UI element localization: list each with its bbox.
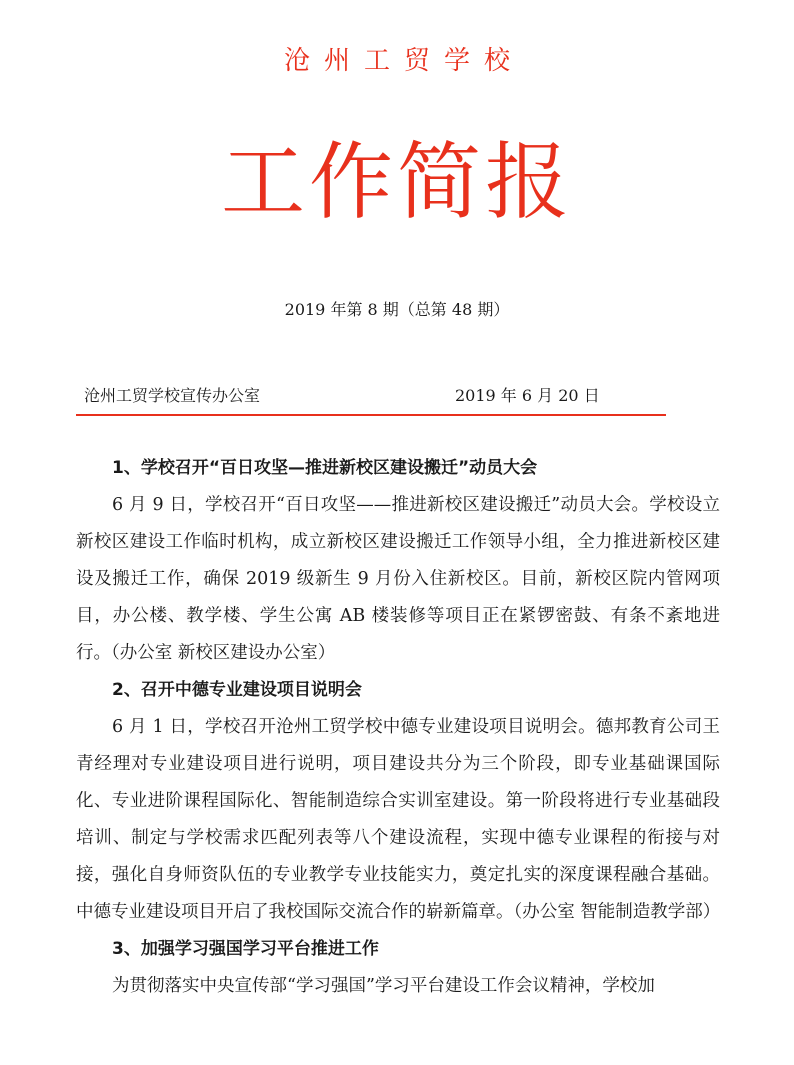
red-divider <box>76 414 666 416</box>
section-body: 6 月 1 日，学校召开沧州工贸学校中德专业建设项目说明会。德邦教育公司王青经理对专业建设项目进行说明，项目建设共分为三个阶段，即专业基础课国际化、专业进阶课程国际化、智能制造综合实训室建设。第一阶段将进行专业基础段培训、制定与学校需求匹配列表等八个建设流程，实现中德专业课程的衔接与对接，强化自身师资队伍的专业教学专业技能实力，奠定扎实的深度课程融合基础。中德专业建设项目开启了我校国际交流合作的崭新篇章。（办公室 智能制造教学部） <box>76 717 721 922</box>
issue-date: 2019 年 6 月 20 日 <box>455 386 600 405</box>
school-name: 沧州工贸学校 <box>283 46 524 76</box>
section-1 <box>76 450 720 672</box>
section-2 <box>76 672 720 931</box>
section-3 <box>76 931 720 1005</box>
issue-number: 2019 年第 8 期（总第 48 期） <box>284 300 510 319</box>
issuing-office: 沧州工贸学校宣传办公室 <box>84 386 261 405</box>
bulletin-title: 工作简报 <box>220 133 573 231</box>
bulletin-content <box>76 450 720 1005</box>
section-body: 6 月 9 日，学校召开“百日攻坚——推进新校区建设搬迁”动员大会。学校设立新校区建设工作临时机构，成立新校区建设搬迁工作领导小组，全力推进新校区建设及搬迁工作，确保 2019 级新生 9 月份入住新校区。目前，新校区院内管网项目，办公楼、教学楼、学生公寓 AB 楼装修等项目正在紧锣密鼓、有条不紊地进行。（办公室 新校区建设办公室） <box>76 495 720 663</box>
section-heading: 1、学校召开“百日攻坚—推进新校区建设搬迁”动员大会 <box>112 458 538 478</box>
section-heading: 3、加强学习强国学习平台推进工作 <box>112 939 379 959</box>
section-body: 为贯彻落实中央宣传部“学习强国”学习平台建设工作会议精神，学校加 <box>112 976 655 996</box>
section-heading: 2、召开中德专业建设项目说明会 <box>112 680 362 700</box>
